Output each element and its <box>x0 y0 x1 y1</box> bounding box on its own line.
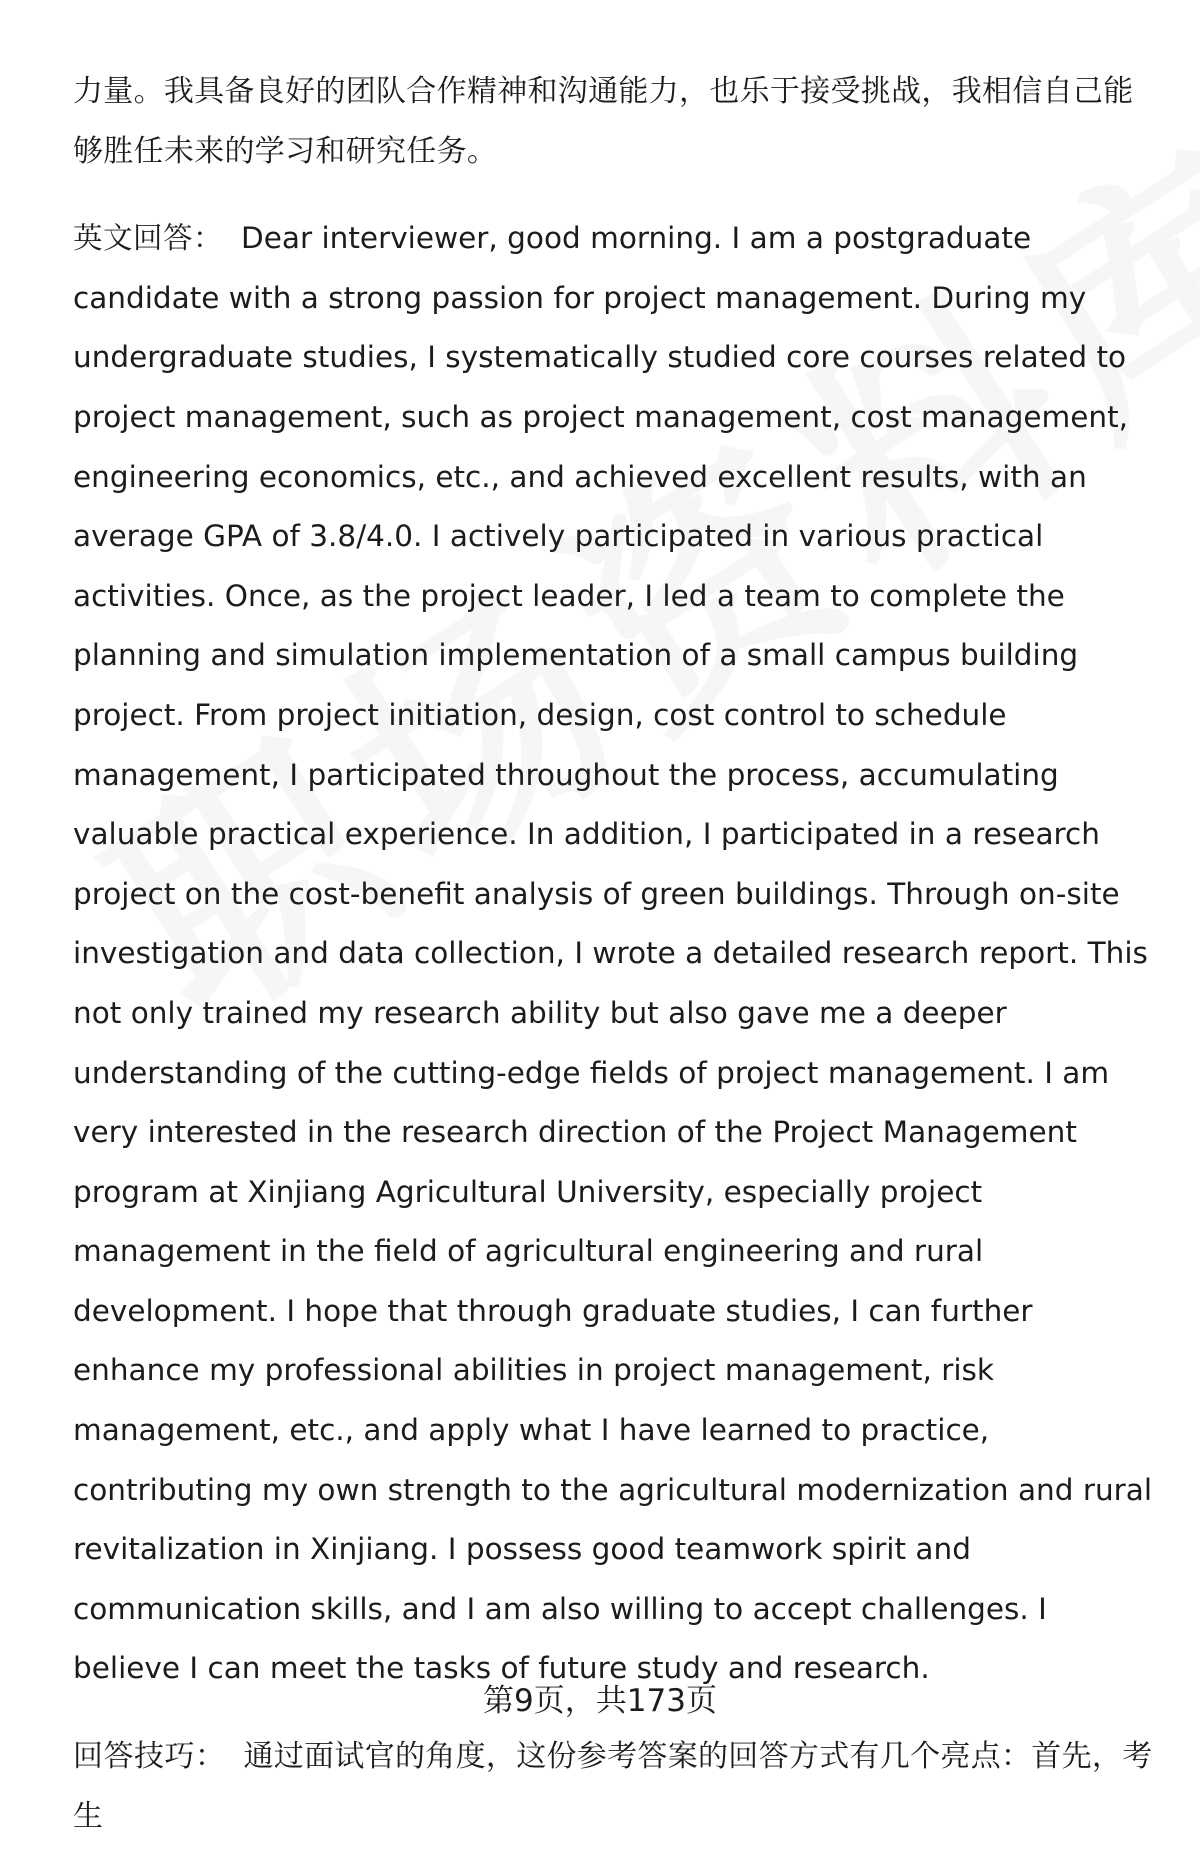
english-answer-text: Dear interviewer, good morning. I am a postgraduate candidate with a strong passion for project management. During my undergraduate studies, I systematically studied core courses related to project management, such as project management, cost management, engineering economics, etc., and achieved excellent results, with an average GPA of 3.8/4.0. I actively participated in various practical activities. Once, as the project leader, I led a team to complete the planning and simulation implementation of a small campus building project. From project initiation, design, cost control to schedule management, I participated throughout the process, accumulating valuable practical experience. In addition, I participated in a research project on the cost-benefit analysis of green buildings. Through on-site investigation and data collection, I wrote a detailed research report. This not only trained my research ability but also gave me a deeper understanding of the cutting-edge fields of project management. I am very interested in the research direction of the Project Management program at Xinjiang Agricultural University, especially project management in the field of agricultural engineering and rural development. I hope that through graduate studies, I can further enhance my professional abilities in project management, risk management, etc., and apply what I have learned to practice, contributing my own strength to the agricultural modernization and rural revitalization in Xinjiang. I possess good teamwork spirit and communication skills, and I am also willing to accept challenges. I believe I can meet the tasks of future study and research. <box>73 221 1153 1686</box>
answer-tips-text: 通过面试官的角度，这份参考答案的回答方式有几个亮点：首先，考生 <box>73 1739 1153 1834</box>
english-answer-label: 英文回答： <box>73 221 224 256</box>
page-content <box>73 62 1163 1874</box>
answer-tips-paragraph <box>73 1727 1163 1846</box>
page-number-footer: 第9页，共173页 <box>483 1683 717 1719</box>
english-answer-paragraph <box>73 209 1163 1699</box>
paragraph-chinese-conclusion: 力量。我具备良好的团队合作精神和沟通能力，也乐于接受挑战，我相信自己能够胜任未来的学习和研究任务。 <box>73 74 1134 169</box>
answer-tips-label: 回答技巧： <box>73 1739 226 1775</box>
